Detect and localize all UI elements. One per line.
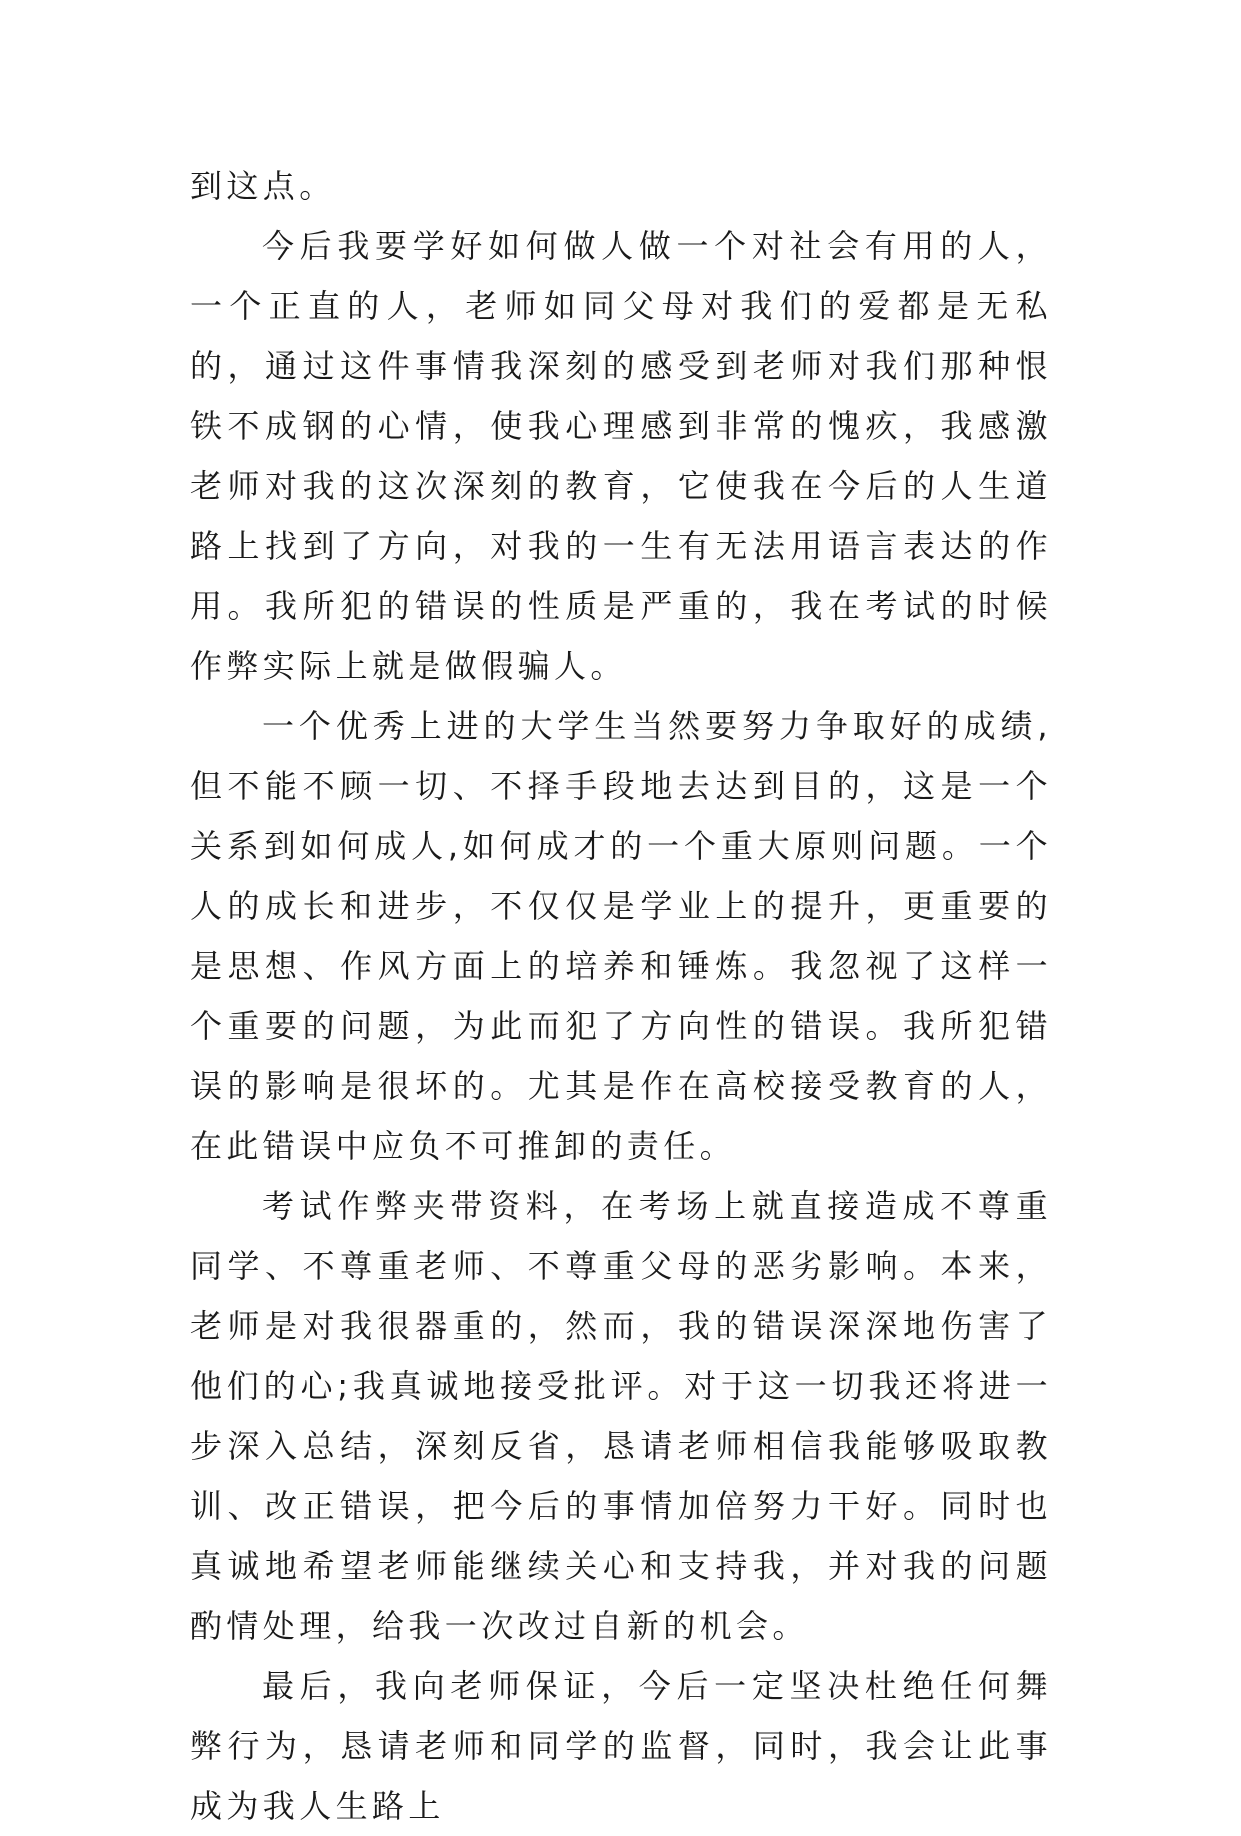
paragraph-5: 最后，我向老师保证，今后一定坚决杜绝任何舞弊行为，恳请老师和同学的监督，同时，我会让此事成为我人生路上 xyxy=(190,1667,1052,1825)
paragraph-4: 考试作弊夹带资料，在考场上就直接造成不尊重同学、不尊重老师、不尊重父母的恶劣影响。本来，老师是对我很器重的，然而，我的错误深深地伤害了他们的心;我真诚地接受批评。对于这一切我还将进一步深入总结，深刻反省，恳请老师相信我能够吸取教训、改正错误，把今后的事情加倍努力干好。同时也真诚地希望老师能继续关心和支持我，并对我的问题酌情处理，给我一次改过自新的机会。 xyxy=(190,1187,1052,1645)
document-body xyxy=(190,156,1052,1836)
paragraph-3: 一个优秀上进的大学生当然要努力争取好的成绩,但不能不顾一切、不择手段地去达到目的，这是一个关系到如何成人,如何成才的一个重大原则问题。一个人的成长和进步，不仅仅是学业上的提升，更重要的是思想、作风方面上的培养和锤炼。我忽视了这样一个重要的问题，为此而犯了方向性的错误。我所犯错误的影响是很坏的。尤其是作在高校接受教育的人，在此错误中应负不可推卸的责任。 xyxy=(190,707,1052,1165)
paragraph-2: 今后我要学好如何做人做一个对社会有用的人，一个正直的人，老师如同父母对我们的爱都是无私的，通过这件事情我深刻的感受到老师对我们那种恨铁不成钢的心情，使我心理感到非常的愧疚，我感激老师对我的这次深刻的教育，它使我在今后的人生道路上找到了方向，对我的一生有无法用语言表达的作用。我所犯的错误的性质是严重的，我在考试的时候作弊实际上就是做假骗人。 xyxy=(190,227,1052,685)
paragraph-1: 到这点。 xyxy=(190,167,336,205)
